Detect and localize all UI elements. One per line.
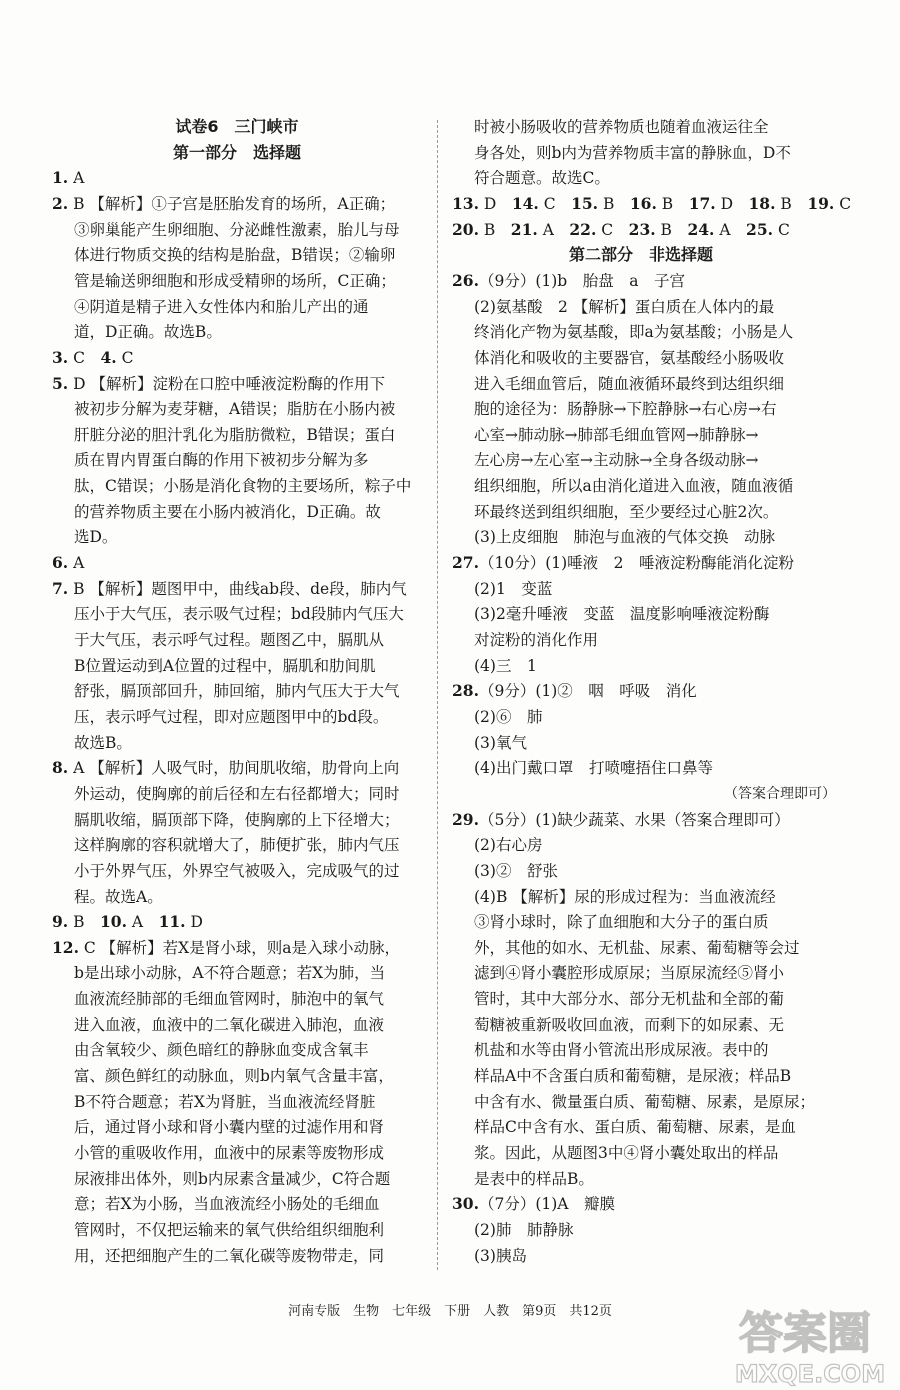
answer-text: 舒张，膈顶部回升，肺回缩，肺内气压大于大气 [74, 682, 400, 701]
answer-text: 体进行物质交换的结构是胎盘，B错误；②输卵 [74, 246, 396, 265]
answer-line [74, 1114, 384, 1140]
answer-text: 血液流经肺部的毛细血管网时，肺泡中的氧气 [74, 990, 385, 1009]
answer-text: 质在胃内胃蛋白酶的作用下被初步分解为多 [74, 451, 369, 470]
answer-line [474, 1140, 778, 1166]
question-number: 9. [52, 912, 69, 932]
answer-line [474, 165, 610, 191]
question-number: 16. [629, 193, 657, 213]
question-number: 23. [628, 219, 656, 239]
question-number: 6. [52, 553, 69, 573]
answer-line [74, 832, 400, 858]
answer-text: （10分）(1)唾液 2 唾液淀粉酶能消化淀粉 [478, 554, 795, 573]
answer-line [74, 1063, 394, 1089]
answer-text: 膈肌收缩，膈顶部下降，使胸廓的上下径增大； [74, 810, 400, 829]
answer-text: 组织细胞，所以a由消化道进入血液，随血液循 [474, 477, 794, 496]
answer-text: 样品C中含有水、蛋白质、葡萄糖、尿素，是血 [474, 1118, 796, 1137]
answer-text: 管是输送卵细胞和形成受精卵的场所，C正确； [74, 271, 396, 290]
answer-line [474, 986, 784, 1012]
answer-line [74, 730, 132, 756]
answer-line [474, 653, 537, 679]
answer-line [74, 1217, 384, 1243]
question-number: 24. [687, 219, 715, 239]
question-number: 30. [452, 1194, 479, 1214]
question-number: 17. [688, 193, 716, 213]
answer-text: B [656, 194, 689, 213]
answer-line [74, 1191, 380, 1217]
answer-text: 管网时，不仅把运输来的氧气供给组织细胞利 [74, 1220, 385, 1239]
answer-text: （7分）(1)A 瓣膜 [478, 1195, 615, 1214]
answer-text: ③卵巢能产生卵细胞、分泌雌性激素，胎儿与母 [74, 220, 400, 239]
answer-text: 小于外界气压，外界空气被吸入，完成吸气的过 [74, 861, 400, 880]
answer-text: D [185, 913, 203, 932]
answer-line [452, 217, 790, 243]
answer-line [452, 1191, 615, 1217]
answer-text: 对淀粉的消化作用 [474, 631, 599, 649]
watermark-url: MXQE.COM [734, 1360, 886, 1388]
answer-line [474, 1166, 594, 1192]
answer-line [52, 550, 84, 576]
page-footer: 河南专版 生物 七年级 下册 人教 第9页 共12页 [288, 1304, 612, 1319]
answer-line [474, 601, 769, 627]
answer-text: C [538, 194, 572, 213]
answer-text: 管时，其中大部分水、部分无机盐和全部的葡 [474, 990, 785, 1009]
question-number: 19. [807, 193, 835, 213]
answer-text: B位置运动到A位置的过程中，膈肌和肋间肌 [74, 656, 376, 675]
question-number: 18. [748, 193, 776, 213]
answer-line [474, 858, 558, 884]
answer-text: D [478, 194, 512, 213]
answer-text: 时被小肠吸收的营养物质也随着血液运往全 [474, 118, 769, 136]
answer-text: 心室→肺动脉→肺部毛细血管网→肺静脉→ [474, 425, 759, 444]
answer-text: 第一部分 选择题 [172, 142, 301, 162]
answer-line [74, 986, 384, 1012]
answer-line [474, 935, 800, 961]
answer-line [724, 781, 836, 807]
answer-line [52, 345, 133, 371]
column-divider [437, 120, 439, 1270]
answer-text: A [126, 913, 159, 932]
answer-line [74, 884, 163, 910]
answer-line [452, 268, 685, 294]
answer-line [74, 653, 376, 679]
answer-text: （5分）(1)缺少蔬菜、水果（答案合理即可） [478, 810, 790, 829]
section-heading [52, 140, 422, 166]
answer-text: C [834, 194, 852, 213]
answer-text: (3)② 舒张 [474, 861, 558, 880]
answer-line [474, 473, 793, 499]
answer-text: 外运动，使胸廓的前后径和左右径都增大；同时 [74, 784, 400, 803]
answer-line [474, 704, 542, 730]
question-number: 2. [52, 193, 69, 213]
answer-line [452, 191, 851, 217]
answer-text: A [68, 554, 85, 573]
answer-text: 后，通过肾小球和肾小囊内壁的过滤作用和肾 [74, 1118, 385, 1137]
answer-text: B [775, 194, 808, 213]
answer-line [474, 1089, 815, 1115]
answer-text: 是表中的样品B。 [474, 1169, 594, 1188]
answer-line [74, 294, 369, 320]
answer-text: （9分）(1)b 胎盘 a 子宫 [478, 271, 685, 290]
answer-line [74, 960, 385, 986]
answer-line [74, 601, 404, 627]
answer-line [474, 499, 778, 525]
answer-text: C [596, 220, 629, 239]
answer-line [474, 447, 758, 473]
question-number: 14. [511, 193, 539, 213]
answer-line [52, 371, 385, 397]
answer-line [474, 1037, 769, 1063]
question-number: 22. [569, 219, 597, 239]
answer-line [74, 1089, 375, 1115]
answer-line [74, 807, 400, 833]
answer-text: 浆。因此，从题图3中④肾小囊处取出的样品 [474, 1144, 779, 1162]
answer-text: 机盐和水等由肾小管流出形成尿液。表中的 [474, 1041, 769, 1060]
answer-text: (2)右心房 [474, 836, 543, 855]
answer-text: 富、颜色鲜红的动脉血，则b内氧气含量丰富， [74, 1067, 394, 1086]
answer-line [474, 909, 769, 935]
answer-text: 道，D正确。故选B。 [74, 323, 222, 342]
answer-text: (4)B 【解析】尿的形成过程为：当血液流经 [474, 887, 776, 906]
answer-text: 中含有水、微量蛋白质、葡萄糖、尿素，是原尿； [474, 1092, 816, 1111]
answer-text: 符合题意。故选C。 [474, 169, 610, 188]
answer-line [74, 858, 400, 884]
answer-text: B [68, 913, 101, 932]
answer-line [474, 524, 775, 550]
watermark-text: 答案圈 [739, 1308, 871, 1359]
answer-text: B不符合题意；若X为肾脏，当血液流经肾脏 [74, 1092, 376, 1111]
answer-line [474, 627, 598, 653]
answer-text: （9分）(1)② 咽 呼吸 消化 [478, 682, 697, 701]
answer-text: 进入毛细血管后，随血液循环最终到达组织细 [474, 374, 785, 393]
answer-text: (3)2毫升唾液 变蓝 温度影响唾液淀粉酶 [474, 605, 770, 624]
answer-text: 左心房→左心室→主动脉→全身各级动脉→ [474, 451, 759, 470]
answer-line [52, 191, 395, 217]
answer-line [74, 319, 222, 345]
answer-text: (3)上皮细胞 肺泡与血液的气体交换 动脉 [474, 528, 775, 547]
answer-text: 肽，C错误；小肠是消化食物的主要场所，粽子中 [74, 477, 412, 496]
answer-text: 由含氧较少、颜色暗红的静脉血变成含氧丰 [74, 1041, 369, 1060]
answer-line [74, 473, 411, 499]
answer-line [74, 447, 369, 473]
answer-line [74, 627, 384, 653]
answer-line [474, 755, 713, 781]
answer-line [474, 294, 774, 320]
answer-line [52, 909, 203, 935]
question-number: 29. [452, 809, 479, 829]
answer-line [74, 781, 400, 807]
answer-text: B [478, 220, 511, 239]
answer-line [474, 1012, 784, 1038]
question-number: 7. [52, 578, 69, 598]
answer-text: ③肾小球时，除了血细胞和大分子的蛋白质 [474, 913, 769, 932]
question-number: 4. [100, 347, 117, 367]
section-heading [452, 242, 830, 268]
answer-line [474, 884, 776, 910]
answer-text: A [537, 220, 570, 239]
answer-text: (3)氧气 [474, 733, 527, 752]
answer-line [474, 371, 784, 397]
answer-line [474, 319, 793, 345]
answer-text: 压，表示呼气过程，即对应题图甲中的bd段。 [74, 707, 389, 726]
answer-text: 这样胸廓的容积就增大了，肺便扩张，肺内气压 [74, 836, 400, 855]
answer-text: b是出球小动脉，A不符合题意；若X为肺，当 [74, 964, 386, 983]
question-number: 26. [452, 270, 479, 290]
answer-text: (2)1 变蓝 [474, 579, 553, 598]
answer-line [474, 960, 784, 986]
answer-text: 身各处，则b内为营养物质丰富的静脉血，D不 [474, 143, 791, 162]
answer-text: (4)出门戴口罩 打喷嚏捂住口鼻等 [474, 759, 713, 778]
answer-line [474, 1063, 791, 1089]
answer-line [74, 524, 117, 550]
answer-text: C [68, 348, 101, 367]
answer-line [474, 345, 784, 371]
answer-text: B 【解析】题图甲中，曲线ab段、de段，肺内气 [68, 579, 407, 598]
answer-text: （答案合理即可） [724, 785, 836, 802]
answer-text: (2)肺 肺静脉 [474, 1220, 574, 1239]
answer-text: A [714, 220, 747, 239]
answer-line [474, 576, 552, 602]
answer-text: (4)三 1 [474, 656, 537, 675]
answer-text: 于大气压，表示呼气过程。题图乙中，膈肌从 [74, 631, 385, 649]
answer-line [474, 396, 776, 422]
answer-line [52, 935, 400, 961]
answer-line [474, 1114, 796, 1140]
answer-line [52, 755, 399, 781]
answer-text: D [715, 194, 749, 213]
answer-line [74, 217, 400, 243]
answer-line [74, 396, 395, 422]
answer-text: 故选B。 [74, 733, 132, 752]
answer-line [474, 832, 542, 858]
question-number: 21. [510, 219, 538, 239]
answer-line [74, 268, 396, 294]
answer-line [74, 1166, 390, 1192]
answer-line [74, 1140, 384, 1166]
question-number: 5. [52, 373, 69, 393]
answer-line [474, 140, 791, 166]
answer-text: 被初步分解为麦芽糖，A错误；脂肪在小肠内被 [74, 400, 396, 419]
answer-text: 外，其他的如水、无机盐、尿素、葡萄糖等会过 [474, 938, 800, 957]
answer-text: ④阴道是精子进入女性体内和胎儿产出的通 [74, 297, 369, 316]
answer-text: 环最终送到组织细胞，至少要经过心脏2次。 [474, 502, 779, 521]
answer-text: C 【解析】若X是肾小球，则a是入球小动脉， [78, 938, 400, 957]
answer-text: 用，还把细胞产生的二氧化碳等废物带走，同 [74, 1246, 385, 1265]
answer-line [474, 114, 769, 140]
answer-line [452, 678, 697, 704]
answer-line [474, 1243, 527, 1269]
answer-text: 进入血液，血液中的二氧化碳进入肺泡，血液 [74, 1015, 385, 1034]
answer-text: 小管的重吸收作用，血液中的尿素等废物形成 [74, 1144, 385, 1162]
answer-line [52, 165, 84, 191]
question-number: 27. [452, 553, 479, 573]
answer-line [74, 678, 400, 704]
question-number: 13. [452, 193, 479, 213]
answer-text: 滤到④肾小囊腔形成原尿；当原尿流经⑤肾小 [474, 964, 785, 983]
answer-text: 萄糖被重新吸收回血液，而剩下的如尿素、无 [474, 1015, 785, 1034]
question-number: 10. [100, 912, 127, 932]
answer-text: 的营养物质主要在小肠内被消化，D正确。故 [74, 502, 381, 521]
answer-text: 第二部分 非选择题 [568, 245, 713, 265]
answer-text: 程。故选A。 [74, 887, 163, 906]
answer-text: 样品A中不含蛋白质和葡萄糖，是尿液；样品B [474, 1067, 792, 1086]
answer-text: B 【解析】①子宫是胚胎发育的场所，A正确； [68, 194, 396, 213]
question-number: 11. [158, 912, 186, 932]
answer-line [474, 730, 527, 756]
answer-text: C [773, 220, 790, 239]
answer-line [74, 1012, 384, 1038]
question-number: 12. [52, 937, 79, 957]
question-number: 1. [52, 168, 69, 188]
answer-line [52, 576, 407, 602]
question-number: 8. [52, 758, 69, 778]
answer-text: B [598, 194, 630, 213]
answer-text: D 【解析】淀粉在口腔中唾液淀粉酶的作用下 [68, 374, 385, 393]
answer-line [74, 422, 395, 448]
answer-text: A [68, 169, 85, 188]
section-heading [52, 114, 422, 140]
answer-line [74, 1037, 369, 1063]
answer-line [74, 242, 395, 268]
answer-text: (3)胰岛 [474, 1246, 527, 1265]
answer-line [452, 550, 794, 576]
answer-line [74, 1243, 384, 1269]
answer-line [452, 807, 790, 833]
answer-text: 胞的途径为：肠静脉→下腔静脉→右心房→右 [474, 400, 777, 419]
answer-text: C [116, 348, 134, 367]
answer-line [474, 422, 758, 448]
question-number: 28. [452, 681, 479, 701]
answer-text: 压小于大气压，表示吸气过程；bd段肺内气压大 [74, 605, 404, 624]
answer-text: 选D。 [74, 528, 118, 547]
answer-text: 尿液排出体外，则b内尿素含量减少，C符合题 [74, 1169, 391, 1188]
question-number: 20. [452, 219, 479, 239]
question-number: 3. [52, 347, 69, 367]
answer-text: 意；若X为小肠，当血液流经小肠处的毛细血 [74, 1195, 380, 1214]
answer-text: 终消化产物为氨基酸，即a为氨基酸；小肠是人 [474, 323, 794, 342]
answer-text: 体消化和吸收的主要器官，氨基酸经小肠吸收 [474, 348, 785, 367]
watermark-logo [715, 1300, 895, 1388]
answer-text: 肝脏分泌的胆汁乳化为脂肪微粒，B错误；蛋白 [74, 425, 396, 444]
answer-text: 试卷6 三门峡市 [175, 117, 299, 136]
answer-text: A 【解析】人吸气时，肋间肌收缩，肋骨向上向 [68, 759, 400, 778]
answer-line [474, 1217, 573, 1243]
answer-line [74, 704, 388, 730]
answer-text: B [655, 220, 688, 239]
answer-text: (2)氨基酸 2 【解析】蛋白质在人体内的最 [474, 297, 775, 316]
question-number: 25. [746, 219, 774, 239]
question-number: 15. [571, 193, 599, 213]
answer-line [74, 499, 381, 525]
answer-text: (2)⑥ 肺 [474, 707, 543, 726]
